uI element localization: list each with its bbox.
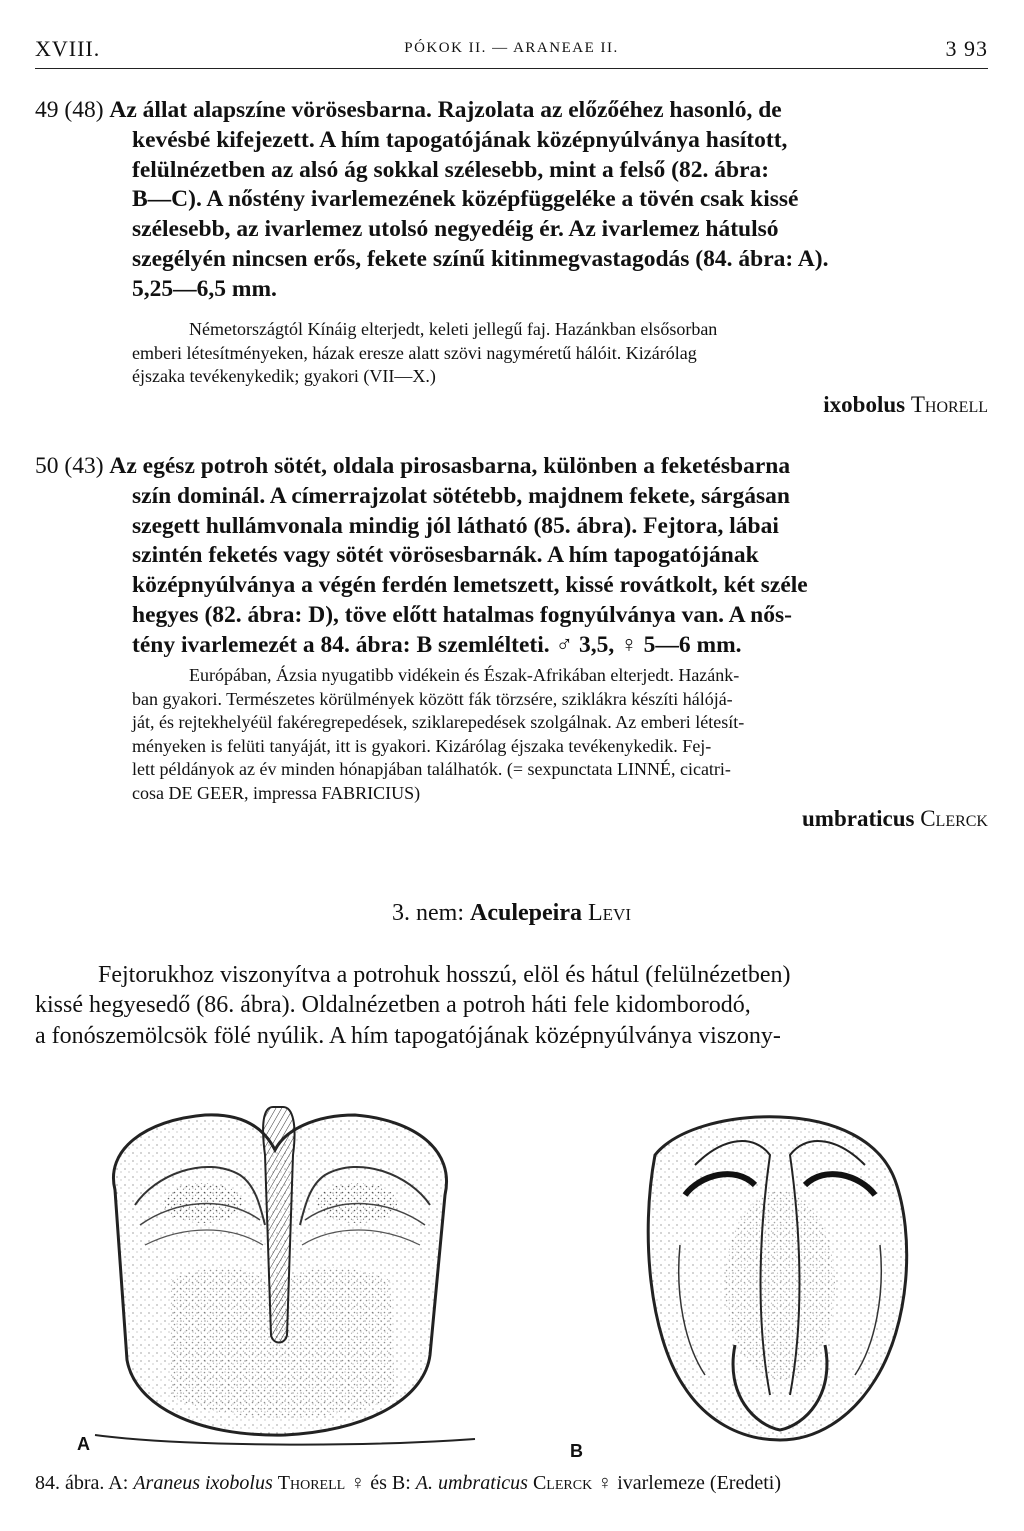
paragraph-line: Fejtorukhoz viszonyítva a potrohuk hosszú, elöl és hátul (felülnézetben) — [98, 962, 791, 988]
entry-line: szín dominál. A címerrajzolat sötétebb, majdnem fekete, sárgásan — [132, 482, 790, 509]
species-author: Clerck — [920, 806, 988, 831]
note-line: Európában, Ázsia nyugatibb vidékein és Észak-Afrikában elterjedt. Hazánk- — [189, 665, 740, 685]
genus-name: Aculepeira — [470, 900, 582, 926]
species-author: Thorell — [910, 392, 988, 417]
note-line: ját, és rejtekhelyéül fakéregrepedések, sziklarepedések szolgálnak. Az emberi létesít- — [132, 712, 745, 732]
genus-description — [35, 960, 988, 1051]
entry-line: 49 (48) Az állat alapszíne vörösesbarna. Rajzolata az előzőéhez hasonló, de — [35, 97, 782, 123]
note-line: emberi létesítményeken, házak eresze alatt szövi nagyméretű hálóit. Kizárólag — [132, 342, 697, 363]
figure-label-a: A — [77, 1434, 90, 1454]
entry-line: szegélyén nincsen erős, fekete színű kitinmegvastagodás (84. ábra: A). — [132, 245, 829, 272]
entry-number: 50 (43) — [35, 453, 104, 479]
page-number: 3 93 — [945, 36, 988, 61]
caption-author-b: Clerck — [532, 1472, 593, 1494]
key-entry-50 — [35, 452, 988, 661]
running-header — [35, 32, 988, 68]
paragraph-line: kissé hegyesedő (86. ábra). Oldalnézetben a potroh háti fele kidomborodó, — [35, 992, 751, 1019]
caption-mid: ♀ és B: — [350, 1472, 411, 1494]
distribution-note-49 — [132, 318, 988, 389]
note-line: ményeken is felüti tanyáját, itt is gyakori. Kizárólag éjszaka tevékenykedik. Fej- — [132, 735, 712, 756]
entry-line: felülnézetben az alsó ág sokkal szélesebb, mint a felső (82. ábra: — [132, 156, 770, 183]
figure-a-drawing — [95, 1107, 475, 1445]
entry-line: szegett hullámvonala mindig jól látható (85. ábra). Fejtora, lábai — [132, 512, 779, 539]
species-epithet: ixobolus — [823, 392, 906, 417]
entry-line: 50 (43) Az egész potroh sötét, oldala pirosasbarna, különben a feketésbarna — [35, 453, 791, 479]
entry-line: szintén feketés vagy sötét vörösesbarnák. A hím tapogatójának — [132, 542, 759, 569]
figure-84 — [35, 1095, 988, 1465]
figure-b-drawing — [648, 1117, 907, 1440]
chapter-number: XVIII. — [35, 36, 101, 61]
entry-line: tény ivarlemezét a 84. ábra: B szemlélteti. ♂ 3,5, ♀ 5—6 mm. — [132, 631, 742, 658]
figure-caption — [35, 1472, 988, 1495]
note-line: ban gyakori. Természetes körülmények között fák törzsére, sziklákra készíti hálójá- — [132, 688, 733, 709]
caption-suffix: ♀ ivarlemeze (Eredeti) — [597, 1472, 781, 1494]
caption-species-a: Araneus ixobolus — [133, 1472, 273, 1494]
caption-author-a: Thorell — [277, 1472, 346, 1494]
entry-line: szélesebb, az ivarlemez utolsó negyedéig ér. Az ivarlemez hátulsó — [132, 216, 779, 243]
caption-species-b: A. umbraticus — [415, 1472, 528, 1494]
entry-number: 49 (48) — [35, 97, 104, 123]
page — [35, 0, 988, 1531]
header-divider — [35, 68, 988, 69]
entry-line: kevésbé kifejezett. A hím tapogatójának középnyúlványa hasított, — [132, 126, 788, 153]
paragraph-line: a fonószemölcsök fölé nyúlik. A hím tapogatójának középnyúlványa viszony- — [35, 1022, 781, 1049]
distribution-note-50 — [132, 664, 988, 805]
note-line: éjszaka tevékenykedik; gyakori (VII—X.) — [132, 366, 436, 386]
note-line: cosa DE GEER, impressa FABRICIUS) — [132, 782, 421, 803]
epigyne-illustration — [35, 1095, 988, 1465]
genus-heading — [35, 900, 988, 927]
running-title: PÓKOK II. — ARANEAE II. — [404, 40, 619, 56]
species-epithet: umbraticus — [802, 806, 915, 831]
genus-prefix: 3. nem: — [392, 900, 465, 926]
entry-line: 5,25—6,5 mm. — [132, 275, 277, 302]
figure-label-b: B — [570, 1441, 583, 1461]
key-entry-49 — [35, 96, 988, 305]
entry-line: hegyes (82. ábra: D), töve előtt hatalmas fognyúlványa van. A nős- — [132, 601, 792, 628]
entry-line: B—C). A nőstény ivarlemezének középfüggeléke a tövén csak kissé — [132, 186, 799, 213]
entry-line: középnyúlványa a végén ferdén lemetszett, kissé rovátkolt, két széle — [132, 572, 808, 599]
species-name-ixobolus — [823, 392, 988, 418]
note-line: Németországtól Kínáig elterjedt, keleti jellegű faj. Hazánkban elsősorban — [189, 319, 718, 339]
species-name-umbraticus — [802, 806, 988, 832]
genus-author: Levi — [588, 900, 631, 926]
caption-prefix: 84. ábra. A: — [35, 1472, 129, 1494]
note-line: lett példányok az év minden hónapjában találhatók. (= sexpunctata LINNÉ, cicatri- — [132, 759, 731, 779]
